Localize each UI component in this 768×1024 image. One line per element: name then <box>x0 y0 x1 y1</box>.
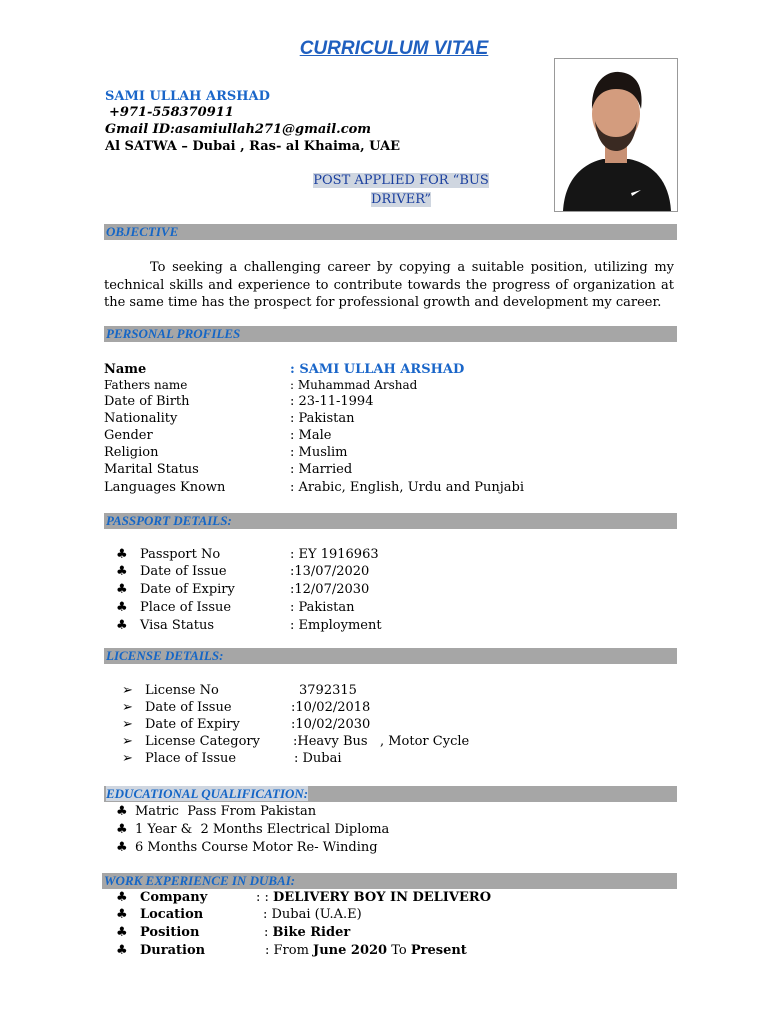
personal-value: : Muhammad Arshad <box>290 378 418 392</box>
address: Al SATWA – Dubai , Ras- al Khaima, UAE <box>105 139 401 154</box>
club-bullet-icon: ♣ <box>116 547 128 562</box>
passport-label: Visa Status <box>140 618 215 633</box>
personal-value: : Married <box>290 462 353 477</box>
work-label: Company <box>140 890 208 905</box>
license-label: Date of Expiry <box>145 717 240 732</box>
license-value: :10/02/2030 <box>291 717 371 732</box>
phone-line <box>105 104 234 121</box>
education-text: Matric Pass From Pakistan <box>135 804 317 819</box>
personal-value: : Pakistan <box>290 411 355 426</box>
section-education <box>104 786 677 802</box>
personal-label: Name <box>104 362 147 377</box>
club-bullet-icon: ♣ <box>116 890 128 905</box>
arrow-bullet-icon: ➢ <box>122 683 133 698</box>
personal-value: : Male <box>290 428 332 443</box>
work-value <box>256 889 491 906</box>
work-label: Position <box>140 925 200 940</box>
passport-label: Passport No <box>140 547 221 562</box>
passport-value: :13/07/2020 <box>290 564 370 579</box>
license-value: :Heavy Bus , Motor Cycle <box>293 734 470 749</box>
club-bullet-icon: ♣ <box>116 564 128 579</box>
license-label: License No <box>145 683 219 698</box>
section-license: LICENSE DETAILS: <box>104 648 677 664</box>
personal-label: Religion <box>104 445 159 460</box>
license-label: License Category <box>145 734 260 749</box>
duration-to: To <box>387 943 411 958</box>
arrow-bullet-icon: ➢ <box>122 751 133 766</box>
club-bullet-icon: ♣ <box>116 840 128 855</box>
personal-value: : 23-11-1994 <box>290 394 374 409</box>
license-value: :10/02/2018 <box>291 700 371 715</box>
post-line-1: POST APPLIED FOR “BUS <box>313 173 489 188</box>
section-work: WORK EXPERIENCE IN DUBAI: <box>102 873 677 889</box>
duration-start: June 2020 <box>313 943 388 958</box>
club-bullet-icon: ♣ <box>116 618 128 633</box>
profile-photo <box>554 58 678 212</box>
passport-label: Date of Expiry <box>140 582 235 597</box>
section-education-label: EDUCATIONAL QUALIFICATION: <box>106 786 309 801</box>
work-colon: : : <box>256 890 274 905</box>
personal-label: Fathers name <box>104 378 188 392</box>
section-objective: OBJECTIVE <box>104 224 677 240</box>
club-bullet-icon: ♣ <box>116 600 128 615</box>
page-title: CURRICULUM VITAE <box>299 38 489 59</box>
post-applied <box>306 171 496 209</box>
work-value <box>264 924 350 941</box>
passport-value: : Employment <box>290 618 382 633</box>
personal-value: : SAMI ULLAH ARSHAD <box>290 362 465 377</box>
passport-label: Date of Issue <box>140 564 227 579</box>
education-text: 6 Months Course Motor Re- Winding <box>135 840 378 855</box>
arrow-bullet-icon: ➢ <box>122 717 133 732</box>
passport-value: :12/07/2030 <box>290 582 370 597</box>
personal-label: Date of Birth <box>104 394 190 409</box>
passport-value: : EY 1916963 <box>290 547 379 562</box>
section-personal: PERSONAL PROFILES <box>104 326 677 342</box>
work-location: : Dubai (U.A.E) <box>263 907 362 922</box>
candidate-name: SAMI ULLAH ARSHAD <box>105 89 270 104</box>
passport-label: Place of Issue <box>140 600 232 615</box>
club-bullet-icon: ♣ <box>116 582 128 597</box>
personal-value: : Muslim <box>290 445 348 460</box>
work-label: Location <box>140 907 204 922</box>
personal-value: : Arabic, English, Urdu and Punjabi <box>290 480 525 495</box>
work-position: Bike Rider <box>272 925 351 940</box>
duration-end: Present <box>410 943 467 958</box>
club-bullet-icon: ♣ <box>116 907 128 922</box>
duration-from: : From <box>265 943 314 958</box>
arrow-bullet-icon: ➢ <box>122 700 133 715</box>
personal-label: Gender <box>104 428 153 443</box>
section-passport: PASSPORT DETAILS: <box>104 513 677 529</box>
personal-label: Languages Known <box>104 480 226 495</box>
arrow-bullet-icon: ➢ <box>122 734 133 749</box>
email[interactable]: Gmail ID:asamiullah271@gmail.com <box>105 122 372 137</box>
personal-label: Marital Status <box>104 462 199 477</box>
passport-value: : Pakistan <box>290 600 355 615</box>
license-label: Place of Issue <box>145 751 237 766</box>
work-value <box>265 942 467 959</box>
license-value: : Dubai <box>294 751 342 766</box>
work-company: DELIVERY BOY IN DELIVERO <box>273 890 492 905</box>
license-value: 3792315 <box>299 683 357 698</box>
work-colon: : <box>264 925 273 940</box>
license-label: Date of Issue <box>145 700 232 715</box>
club-bullet-icon: ♣ <box>116 943 128 958</box>
work-label: Duration <box>140 943 206 958</box>
post-line-2: DRIVER” <box>371 192 431 207</box>
club-bullet-icon: ♣ <box>116 925 128 940</box>
club-bullet-icon: ♣ <box>116 804 128 819</box>
objective-text: To seeking a challenging career by copying a suitable position, utilizing my technical skills and experience to contribute towards the progress of organization at the same time has the prospect for professional growth and development my career. <box>104 260 674 310</box>
phone-number[interactable]: +971-558370911 <box>109 105 234 120</box>
club-bullet-icon: ♣ <box>116 822 128 837</box>
education-text: 1 Year & 2 Months Electrical Diploma <box>135 822 390 837</box>
personal-label: Nationality <box>104 411 178 426</box>
